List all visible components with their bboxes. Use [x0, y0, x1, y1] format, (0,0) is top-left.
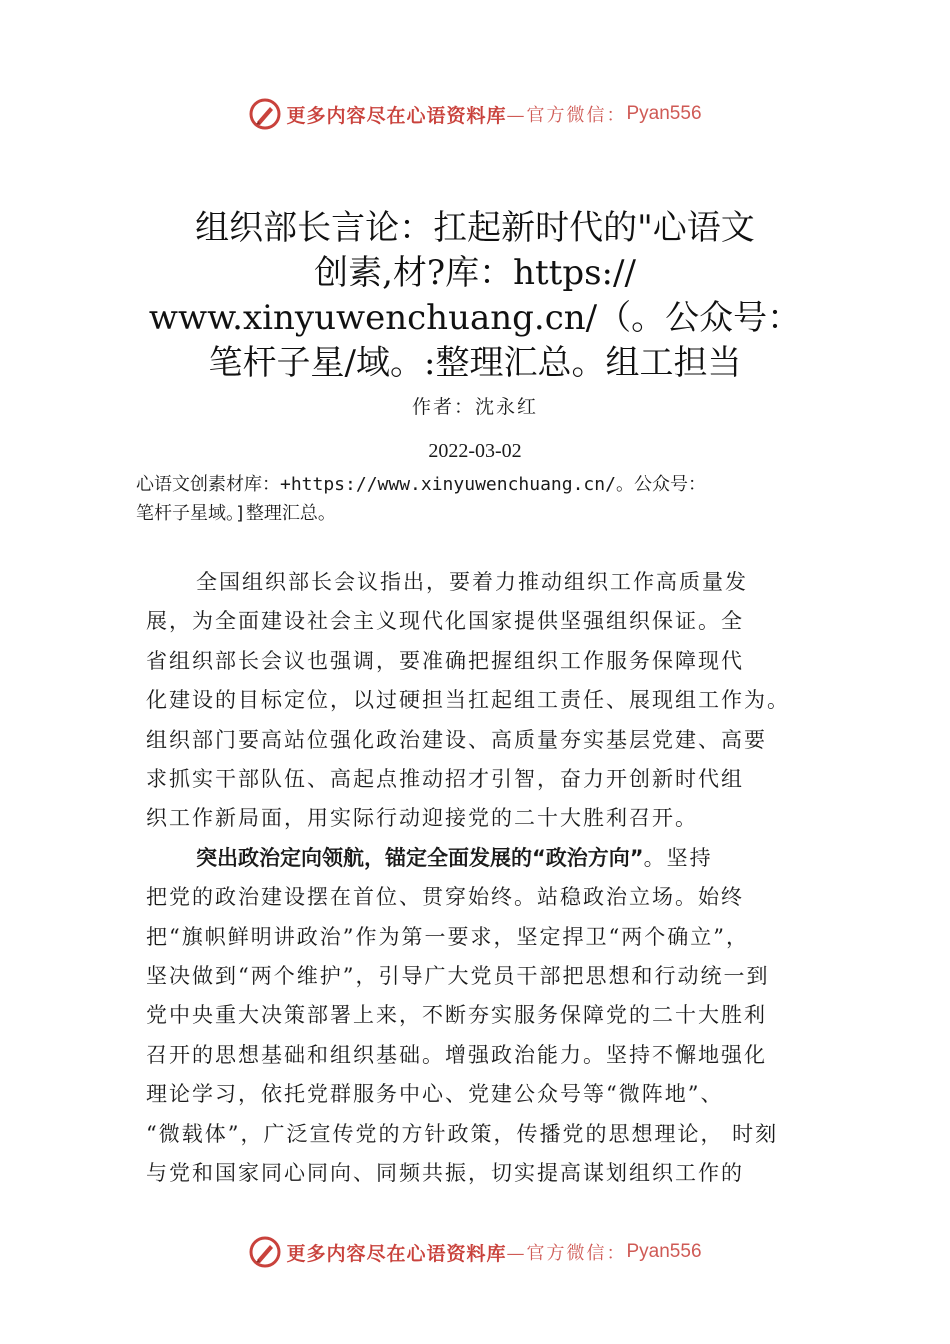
- pen-seal-icon: [248, 97, 282, 131]
- banner-text: 更多内容尽在心语资料库: [286, 1242, 507, 1265]
- paragraph-line: 召开的思想基础和组织基础。增强政治能力。坚持不懈地强化: [146, 1042, 767, 1067]
- title-line: www.xinyuwenchuang.cn/（。公众号：: [148, 298, 802, 338]
- paragraph-line-rest: 。坚持: [643, 845, 713, 870]
- paragraph-line: 展，为全面建设社会主义现代化国家提供坚强组织保证。全: [146, 609, 744, 634]
- title-line: 笔杆子星/域。:整理汇总。组工担当: [208, 343, 742, 383]
- paragraph-line: 织工作新局面，用实际行动迎接党的二十大胜利召开。: [146, 806, 698, 831]
- title-line: 组织部长言论：扛起新时代的"心语文: [195, 208, 755, 248]
- paragraph-line: 全国组织部长会议指出，要着力推动组织工作高质量发: [196, 570, 748, 594]
- banner-suffix: —官方微信：: [506, 1243, 627, 1264]
- source-line: 心语文创素材库：+https://www.xinyuwenchuang.cn/。公众号：: [136, 474, 706, 495]
- source-line: 笔杆子星域。]整理汇总。: [136, 503, 336, 524]
- author-line: 作者：沈永红: [411, 396, 538, 418]
- paragraph-line: 把“旗帜鲜明讲政治”作为第一要求，坚定捍卫“两个确立”，: [146, 924, 749, 949]
- paragraph-line: 与党和国家同心同向、同频共振，切实提高谋划组织工作的: [146, 1161, 744, 1186]
- paragraph-line: 化建设的目标定位，以过硬担当扛起组工责任、展现组工作为。: [146, 688, 790, 713]
- paragraph-heading-line: [146, 839, 846, 878]
- document-title: [100, 206, 850, 386]
- paragraph-line: 求抓实干部队伍、高起点推动招才引智，奋力开创新时代组: [146, 767, 744, 792]
- publish-date: 2022-03-02: [428, 440, 522, 462]
- paragraph-line: “微载体”，广泛宣传党的方针政策，传播党的思想理论， 时刻: [146, 1121, 779, 1146]
- banner-text: 更多内容尽在心语资料库: [286, 104, 507, 127]
- source-note: [136, 470, 856, 528]
- paragraph-line: 组织部门要高站位强化政治建设、高质量夯实基层党建、高要: [146, 727, 767, 752]
- pen-seal-icon: [248, 1235, 282, 1269]
- paragraph-line: 把党的政治建设摆在首位、贯穿始终。站稳政治立场。始终: [146, 885, 744, 910]
- title-line: 创素,材?库：https://: [314, 253, 636, 293]
- footer-banner: [0, 1232, 950, 1272]
- paragraph-line: 理论学习，依托党群服务中心、党建公众号等“微阵地”、: [146, 1082, 724, 1107]
- paragraph-line: 党中央重大决策部署上来，不断夯实服务保障党的二十大胜利: [146, 1003, 767, 1028]
- paragraph-line: 省组织部长会议也强调，要准确把握组织工作服务保障现代: [146, 648, 744, 673]
- header-banner: [0, 94, 950, 134]
- article-body: [146, 563, 846, 1194]
- section-heading: 突出政治定向领航，锚定全面发展的“政治方向”: [196, 845, 644, 870]
- banner-suffix: —官方微信：: [506, 105, 627, 126]
- banner-wechat-id: Pyan556: [626, 103, 702, 124]
- paragraph-line: 坚决做到“两个维护”，引导广大党员干部把思想和行动统一到: [146, 964, 770, 989]
- banner-wechat-id: Pyan556: [626, 1241, 702, 1262]
